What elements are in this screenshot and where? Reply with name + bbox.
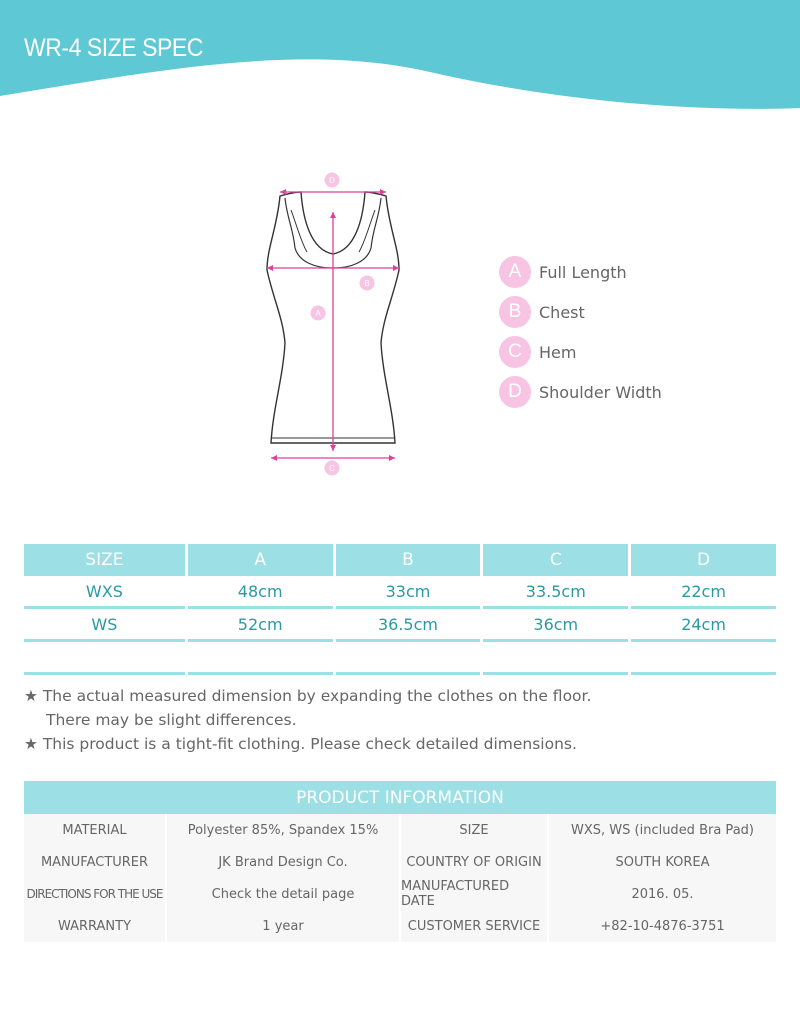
table-cell [336, 642, 481, 675]
header-cell: A [188, 544, 333, 576]
svg-text:A: A [315, 309, 321, 318]
header-cell: B [336, 544, 481, 576]
legend-badge-b: B [499, 296, 531, 328]
note-line: There may be slight differences. [46, 711, 297, 729]
table-cell [483, 642, 628, 675]
legend-item-hem [499, 332, 662, 372]
table-cell: 22cm [631, 576, 776, 609]
table-cell: 48cm [188, 576, 333, 609]
table-cell: 36cm [483, 609, 628, 642]
legend-label: Shoulder Width [539, 382, 662, 402]
marker-b [360, 276, 375, 291]
garment-diagram [255, 168, 415, 478]
table-cell: 33cm [336, 576, 481, 609]
table-row [24, 846, 776, 878]
note-line: ★ This product is a tight-fit clothing. Please check detailed dimensions. [24, 735, 577, 753]
table-row [24, 609, 776, 642]
table-cell [24, 642, 185, 675]
info-label: MATERIAL [24, 814, 165, 846]
info-value: 2016. 05. [549, 878, 776, 910]
info-label: CUSTOMER SERVICE [401, 910, 547, 942]
table-cell: 24cm [631, 609, 776, 642]
size-table [24, 544, 776, 675]
legend-label: Hem [539, 342, 577, 362]
svg-text:C: C [329, 464, 335, 473]
header-cell: SIZE [24, 544, 185, 576]
legend-label: Full Length [539, 262, 627, 282]
info-label: MANUFACTURER [24, 846, 165, 878]
info-value: Check the detail page [167, 878, 399, 910]
table-cell: 36.5cm [336, 609, 481, 642]
header-cell: D [631, 544, 776, 576]
info-value: JK Brand Design Co. [167, 846, 399, 878]
info-label: MANUFACTURED DATE [401, 878, 547, 910]
page-title: WR-4 SIZE SPEC [24, 34, 203, 62]
table-cell: 33.5cm [483, 576, 628, 609]
table-cell: WXS [24, 576, 185, 609]
info-value: +82-10-4876-3751 [549, 910, 776, 942]
info-label: SIZE [401, 814, 547, 846]
table-row [24, 910, 776, 942]
legend-badge-d: D [499, 376, 531, 408]
legend-item-chest [499, 292, 662, 332]
info-value: 1 year [167, 910, 399, 942]
tank-top-illustration [255, 168, 415, 478]
legend-badge-c: C [499, 336, 531, 368]
legend-item-shoulder-width [499, 372, 662, 412]
marker-d [325, 173, 340, 188]
measurement-notes [24, 684, 591, 756]
product-info-title: PRODUCT INFORMATION [24, 781, 776, 814]
table-row [24, 878, 776, 910]
legend-label: Chest [539, 302, 585, 322]
marker-a [311, 306, 326, 321]
info-value: SOUTH KOREA [549, 846, 776, 878]
marker-c [325, 461, 340, 476]
table-cell: 52cm [188, 609, 333, 642]
info-value: WXS, WS (included Bra Pad) [549, 814, 776, 846]
header-banner [0, 0, 800, 115]
info-label: COUNTRY OF ORIGIN [401, 846, 547, 878]
table-cell [188, 642, 333, 675]
measurement-legend [499, 252, 662, 412]
table-row [24, 576, 776, 609]
table-row [24, 814, 776, 846]
info-label: DIRECTIONS FOR THE USE [24, 878, 165, 910]
svg-text:B: B [364, 279, 370, 288]
note-line: ★ The actual measured dimension by expanding the clothes on the floor. [24, 687, 592, 705]
legend-badge-a: A [499, 256, 531, 288]
svg-text:D: D [329, 176, 335, 185]
table-cell: WS [24, 609, 185, 642]
size-table-header [24, 544, 776, 576]
info-label: WARRANTY [24, 910, 165, 942]
table-cell [631, 642, 776, 675]
info-value: Polyester 85%, Spandex 15% [167, 814, 399, 846]
legend-item-full-length [499, 252, 662, 292]
product-info-table [24, 781, 776, 942]
header-cell: C [483, 544, 628, 576]
table-row [24, 642, 776, 675]
